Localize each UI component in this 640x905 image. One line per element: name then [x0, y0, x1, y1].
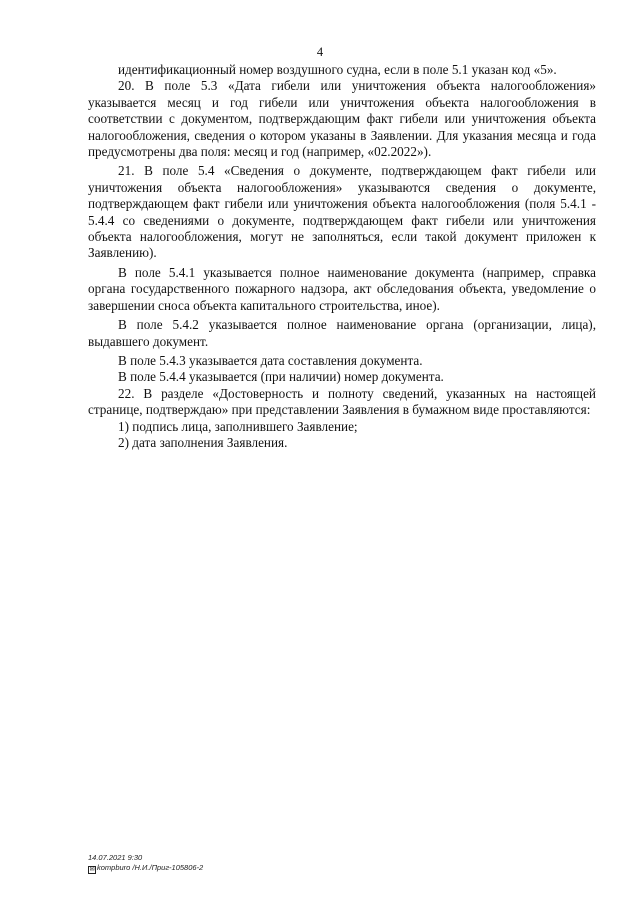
document-body	[88, 62, 596, 451]
page-number: 4	[316, 45, 324, 59]
list-item-date: 2) дата заполнения Заявления.	[118, 434, 288, 450]
document-footer	[88, 853, 203, 874]
paragraph-field-5-4-3: В поле 5.4.3 указывается дата составления документа.	[118, 352, 423, 368]
paragraph-field-5-4-1: В поле 5.4.1 указывается полное наименование документа (например, справка органа государственного пожарного надзора, акт обследования объекта, уведомление о завершении сноса объекта капитального строительства, иное).	[88, 264, 596, 313]
paragraph-field-5-4-4: В поле 5.4.4 указывается (при наличии) номер документа.	[118, 369, 444, 385]
footer-author: kompburo /Н.И./	[97, 863, 152, 872]
printer-icon: ✉	[89, 867, 95, 873]
paragraph-item-20: 20. В поле 5.3 «Дата гибели или уничтожения объекта налогообложения» указывается месяц и год гибели или уничтожения объекта налогообложения в соответствии с документом, подтверждающим факт гибели или уничтожения объекта налогообложения, сведения о котором указаны в Заявлении. Для указания месяца и года предусмотрены два поля: месяц и год (например, «02.2022»).	[88, 78, 596, 160]
paragraph-item-21: 21. В поле 5.4 «Сведения о документе, подтверждающем факт гибели или уничтожения объекта налогообложения» указываются сведения о документе, подтверждающем факт гибели или уничтожения объекта налогообложения (поля 5.4.1 - 5.4.4 со сведениями о документе, подтверждающем факт гибели или уничтожения объекта налогообложения, могут не заполняться, если такой документ приложен к Заявлению).	[88, 163, 596, 261]
footer-date: 14.07.2021 9:30	[88, 853, 143, 862]
paragraph-field-5-4-2: В поле 5.4.2 указывается полное наименование органа (организации, лица), выдавшего документ.	[88, 317, 596, 349]
footer-code: Приг-105806-2	[151, 863, 204, 872]
list-item-signature: 1) подпись лица, заполнившего Заявление;	[118, 418, 358, 434]
paragraph-continuation: идентификационный номер воздушного судна, если в поле 5.1 указан код «5».	[118, 62, 557, 77]
paragraph-item-22: 22. В разделе «Достоверность и полноту сведений, указанных на настоящей странице, подтверждаю» при представлении Заявления в бумажном виде проставляются:	[88, 385, 596, 418]
